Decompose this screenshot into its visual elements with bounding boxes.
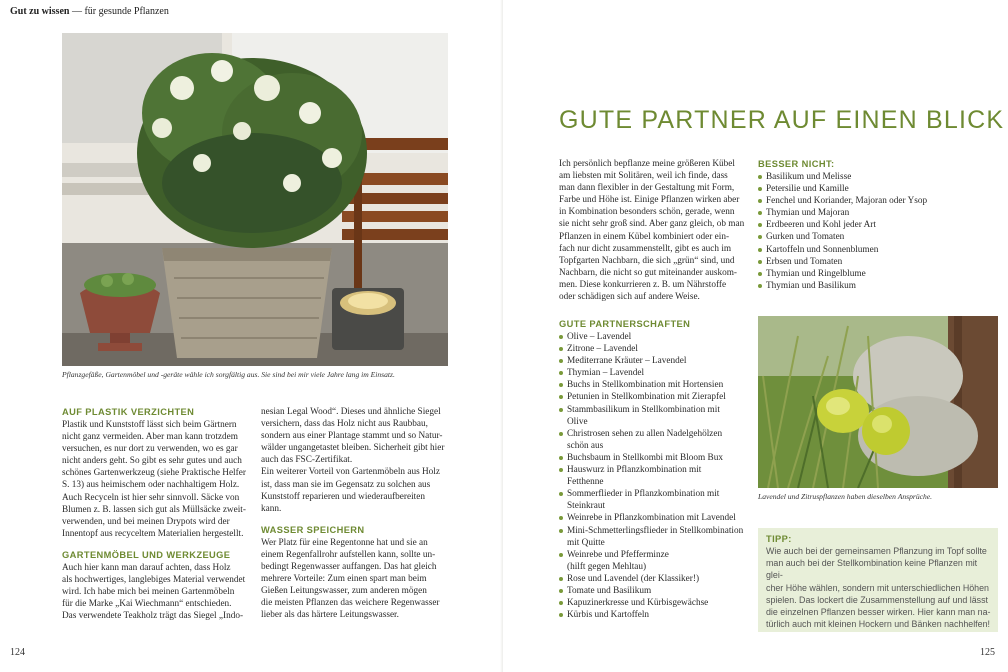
heading-partnerschaften: GUTE PARTNERSCHAFTEN [559, 319, 691, 329]
list-item-text: Kartoffeln und Sonnenblumen [766, 244, 879, 255]
left-page [0, 0, 503, 672]
list-item-text: Hauswurz in Pflanzkombination mit [567, 465, 702, 476]
running-head-separator: — [69, 6, 85, 17]
list-item-text: (hilft gegen Mehltau) [567, 561, 647, 572]
text-line: Gießen Leitungswasser, zum anderen mögen [261, 586, 427, 597]
list-item-text: Christrosen sehen zu allen Nadelgehölzen [567, 428, 723, 439]
bullet-icon [559, 456, 563, 460]
lemon-photo [758, 316, 998, 488]
text-line: Nachbarn, die nicht so gut miteinander auskom- [559, 267, 738, 278]
text-line: lieber als das härtere Leitungswasser. [261, 610, 399, 621]
text-line: Topfgarten Nachbarn, die sich „grün“ sind, und [559, 255, 735, 266]
text-line: ist, dass man sie im Gegensatz zu solchen aus [261, 479, 431, 490]
list-item-text: Basilikum und Melisse [766, 172, 852, 182]
list-item [559, 512, 759, 524]
list-item-text: Rose und Lavendel (der Klassiker!) [567, 573, 700, 584]
text-line: wälder ungangetastet bleiben. Sicherheit gibt hier [261, 443, 445, 454]
list-item-text: Erdbeeren und Kohl jeder Art [766, 220, 876, 231]
text-line: fach nur dicht zusammenstellt, gibt es auch im [559, 243, 732, 254]
bullet-icon [559, 335, 563, 339]
list-item [559, 549, 759, 573]
list-item-text: Petersilie und Kamille [766, 184, 849, 195]
list-item [559, 609, 759, 621]
list-item-text: Gurken und Tomaten [766, 232, 845, 243]
text-line: auch das FSC-Zertifikat. [261, 455, 353, 466]
bullet-icon [559, 371, 563, 375]
list-item-text: Olive [567, 416, 588, 427]
text-line: nicht ganz vermeiden. Aber man kann trotzdem [62, 432, 238, 443]
text-line: nicht anders geht. So gibt es sehr gutes und auch [62, 456, 242, 467]
text-line: nesian Legal Wood“. Dieses und ähnliche Siegel [261, 407, 441, 417]
text-line: sondern aus einer Plantage stammt und so Natur- [261, 431, 443, 442]
list-item [559, 355, 759, 367]
bullet-icon [758, 211, 762, 215]
garden-photo-illustration [62, 33, 448, 366]
running-head-subtitle: für gesunde Pflanzen [84, 6, 169, 17]
text-line: sie nicht sehr groß sind. Aber ganz gleich, ob man [559, 219, 745, 230]
bullet-icon [758, 272, 762, 276]
bullet-icon [758, 235, 762, 239]
text-line: S. 13) aus heimischem oder nachhaltigem Holz. [62, 480, 240, 491]
text-line: Ich persönlich bepflanze meine größeren Kübel [559, 159, 735, 169]
left-photo-caption: Pflanzgefäße, Gartenmöbel und -geräte wähle ich sorgfältig aus. Sie sind bei mir viele Jahre lang im Einsatz. [62, 370, 395, 379]
bullet-icon [559, 395, 563, 399]
running-head [10, 6, 169, 17]
bullet-icon [559, 492, 563, 496]
list-item [758, 195, 998, 207]
avoid-list [758, 171, 998, 292]
list-item-text: Zitrone – Lavendel [567, 344, 638, 355]
text-line: die meisten Pflanzen das weichere Regenwasser [261, 598, 440, 609]
bullet-icon [758, 248, 762, 252]
bullet-icon [758, 260, 762, 264]
text-line: wird. Ich habe mich bei meinen Gartenmöbeln [62, 587, 235, 598]
page-number-left: 124 [10, 647, 25, 658]
list-item-text: Stammbasilikum in Stellkombination mit [567, 404, 720, 415]
list-item [758, 268, 998, 280]
list-item-text: schön aus [567, 440, 604, 451]
list-item [758, 244, 998, 256]
list-item [559, 343, 759, 355]
text-line: kann. [261, 503, 282, 514]
page-number-right: 125 [980, 647, 995, 658]
list-item-text: Fenchel und Koriander, Majoran oder Ysop [766, 196, 928, 207]
text-line: Innentopf aus recyceltem Materialien hergestellt. [62, 528, 244, 539]
bullet-icon [559, 516, 563, 520]
list-item [758, 256, 998, 268]
page-title: GUTE PARTNER AUF EINEN BLICK [559, 106, 1005, 134]
list-item [559, 404, 759, 428]
bullet-icon [559, 577, 563, 581]
bullet-icon [559, 553, 563, 557]
intro-column [559, 158, 754, 303]
list-item-text: Sommerflieder in Pflanzkombination mit [567, 489, 720, 500]
text-line: verwenden, und bei meinen Drypots wird der [62, 516, 230, 527]
tip-heading: TIPP: [766, 534, 792, 544]
text-line: für die Marke „Kai Wiechmann“ entschieden. [62, 599, 232, 610]
bullet-icon [559, 529, 563, 533]
running-head-section: Gut zu wissen [10, 6, 70, 17]
tip-line: die einzelnen Pflanzen besser wirken. Hier kann man na- [766, 607, 991, 618]
list-item [758, 231, 998, 243]
heading-gartenmoebel: GARTENMÖBEL UND WERKZEUGE [62, 549, 231, 560]
list-item [758, 171, 998, 183]
tip-box [758, 528, 998, 632]
list-item-text: Thymian und Majoran [766, 208, 850, 219]
list-item-text: Fetthenne [567, 477, 604, 488]
list-item [758, 183, 998, 195]
partners-list [559, 331, 759, 621]
text-line: Das verwendete Teakholz trägt das Siegel „Indo- [62, 611, 244, 622]
list-item-text: Buchsbaum in Stellkombi mit Bloom Bux [567, 452, 723, 463]
bullet-icon [559, 468, 563, 472]
text-line: Auch hier kann man darauf achten, dass Holz [62, 562, 231, 573]
list-item [559, 525, 759, 549]
list-item [559, 464, 759, 488]
avoid-column [758, 158, 998, 292]
bullet-icon [758, 284, 762, 288]
text-line: oder schädigen sich auf andere Weise. [559, 292, 700, 303]
heading-wasser: WASSER SPEICHERN [261, 524, 365, 535]
list-item-text: Weinrebe und Pfefferminze [567, 549, 669, 560]
garden-photo [62, 33, 448, 366]
list-item-text: Thymian und Basilikum [766, 280, 856, 291]
list-item-text: Tomate und Basilikum [567, 585, 652, 596]
text-line: schönes Gartenwerkzeug (siehe Praktische Helfer [62, 468, 246, 479]
heading-besser-nicht: BESSER NICHT: [758, 159, 835, 169]
tip-text [766, 545, 993, 630]
list-item [559, 331, 759, 343]
list-item-text: Thymian – Lavendel [567, 368, 645, 379]
list-item [559, 428, 759, 452]
bullet-icon [758, 175, 762, 179]
bullet-icon [559, 601, 563, 605]
partners-column [559, 318, 759, 621]
list-item-text: Buchs in Stellkombination mit Hortensien [567, 380, 724, 391]
bullet-icon [559, 359, 563, 363]
list-item-text: Weinrebe in Pflanzkombination mit Lavendel [567, 513, 736, 524]
list-item [559, 573, 759, 585]
text-line: versuchen, es nur dort zu verwenden, wo es gar [62, 444, 238, 455]
list-item-text: mit Quitte [567, 537, 605, 548]
left-column-1 [62, 406, 262, 622]
text-line: mehrere Vorteile: Zum einen spart man beim [261, 574, 427, 585]
bullet-icon [559, 408, 563, 412]
left-column-2 [261, 406, 461, 622]
list-item [758, 219, 998, 231]
list-item [559, 367, 759, 379]
text-line: Kunststoff reparieren und wiederaufbereiten [261, 491, 425, 502]
bullet-icon [559, 432, 563, 436]
tip-line: cher Höhe wählen, sondern mit unterschiedlichen Höhen [766, 582, 989, 593]
tip-line: spielen. Das lockert die Zusammenstellung auf und lässt [766, 594, 988, 605]
text-line: als hochwertiges, langlebiges Material verwendet [62, 575, 246, 586]
list-item-text: Kürbis und Kartoffeln [567, 610, 650, 621]
text-line: Pflanzen in einem Kübel kombiniert oder ein- [559, 231, 730, 242]
list-item-text: Thymian und Ringelblume [766, 268, 866, 279]
list-item-text: Steinkraut [567, 501, 606, 512]
list-item [758, 280, 998, 292]
right-photo-caption: Lavendel und Zitruspflanzen haben dieselben Ansprüche. [758, 492, 933, 501]
text-line: man dann flexibler in der Gestaltung mit Form, [559, 183, 735, 194]
list-item-text: Olive – Lavendel [567, 332, 632, 342]
text-line: Plastik und Kunststoff lässt sich beim Gärtnern [62, 420, 237, 430]
text-line: Wer Platz für eine Regentonne hat und sie an [261, 537, 428, 548]
bullet-icon [559, 383, 563, 387]
list-item [559, 379, 759, 391]
list-item [758, 207, 998, 219]
text-line: einem Regenfallrohr aufstellen kann, sollte un- [261, 549, 436, 560]
list-item-text: Mini-Schmetterlingsflieder in Stellkombination [567, 525, 744, 536]
list-item [559, 597, 759, 609]
list-item [559, 585, 759, 597]
bullet-icon [559, 347, 563, 351]
bullet-icon [758, 187, 762, 191]
text-line: men. Diese konkurrieren z. B. um Nährstoffe [559, 279, 727, 290]
text-line: Ein weiterer Vorteil von Gartenmöbeln aus Holz [261, 467, 440, 478]
tip-line: man auch bei der Stellkombination keine Pflanzen mit glei- [766, 558, 978, 581]
list-item-text: Erbsen und Tomaten [766, 256, 843, 267]
text-line: in Kombination besonders schön, gerade, wenn [559, 207, 735, 218]
bullet-icon [758, 199, 762, 203]
bullet-icon [559, 613, 563, 617]
list-item [559, 488, 759, 512]
tip-line: türlich auch mit kleinen Hockern und Bänken nachhelfen! [766, 619, 990, 630]
tip-line: Wie auch bei der gemeinsamen Pflanzung im Topf sollte [766, 546, 987, 556]
bullet-icon [758, 223, 762, 227]
bullet-icon [559, 589, 563, 593]
list-item [559, 452, 759, 464]
text-line: Blumen z. B. lassen sich gut als Müllsäcke zweit- [62, 504, 246, 515]
heading-plastik: AUF PLASTIK VERZICHTEN [62, 407, 195, 417]
lemon-photo-illustration [758, 316, 998, 488]
list-item-text: Mediterrane Kräuter – Lavendel [567, 356, 687, 367]
text-line: Farbe und Höhe ist. Einige Pflanzen wirken aber [559, 195, 740, 206]
list-item-text: Petunien in Stellkombination mit Zierapfel [567, 392, 726, 403]
text-line: bedingt Regenwasser auffangen. Das hat gleich [261, 562, 437, 573]
right-page [503, 0, 1008, 672]
text-line: am liebsten mit Solitären, weil ich finde, dass [559, 171, 728, 182]
text-line: Auch Recyceln ist hier sehr sinnvoll. Säcke von [62, 492, 240, 503]
list-item-text: Kapuzinerkresse und Kürbisgewächse [567, 598, 709, 609]
list-item [559, 391, 759, 403]
text-line: versichern, dass das Holz nicht aus Raubbau, [261, 419, 428, 430]
